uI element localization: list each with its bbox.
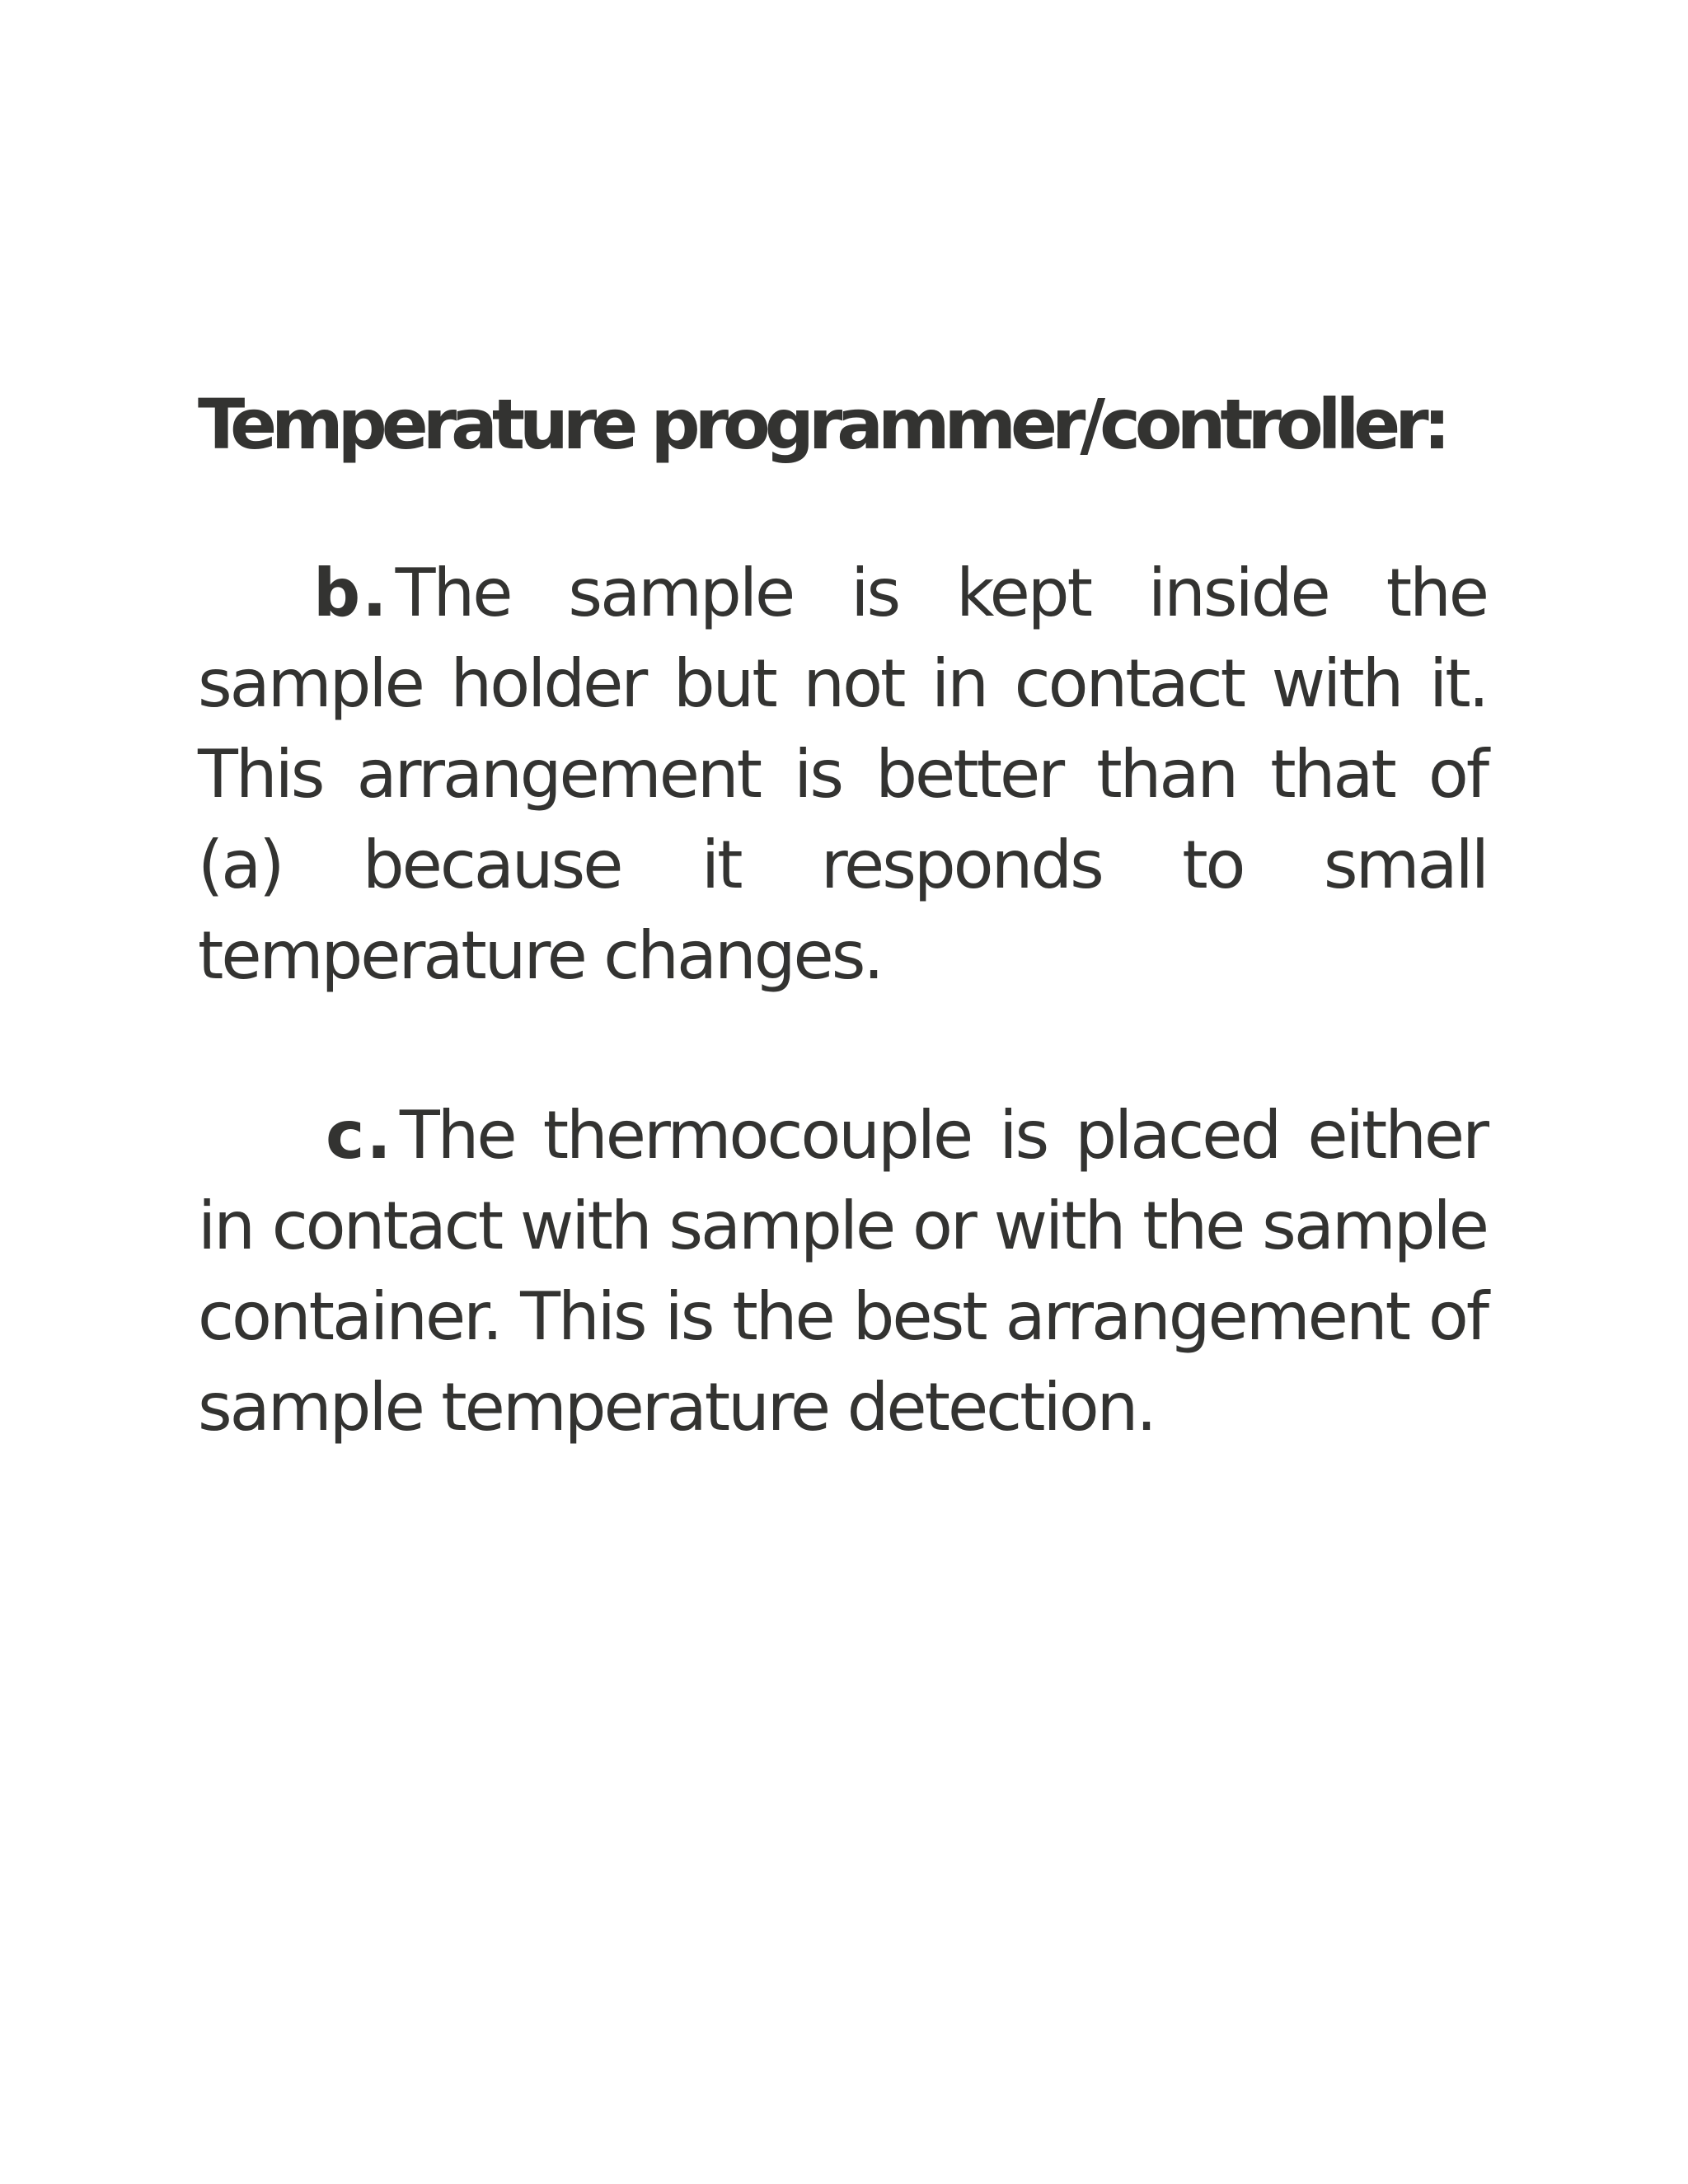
item-text: The thermocouple is placed either in contact with sample or with the sample container. This is the best arrangement of sample temperature detection. bbox=[198, 1097, 1487, 1446]
item-marker: c. bbox=[326, 1097, 393, 1174]
page-title: Temperature programmer/controller: bbox=[198, 384, 1446, 465]
item-marker: b. bbox=[313, 555, 389, 631]
list-item bbox=[198, 1090, 1487, 1453]
list-item bbox=[198, 548, 1487, 1001]
item-text: The sample is kept inside the sample holder but not in contact with it. This arrangement is better than that of (a) because it responds to small temperature changes. bbox=[198, 555, 1487, 994]
